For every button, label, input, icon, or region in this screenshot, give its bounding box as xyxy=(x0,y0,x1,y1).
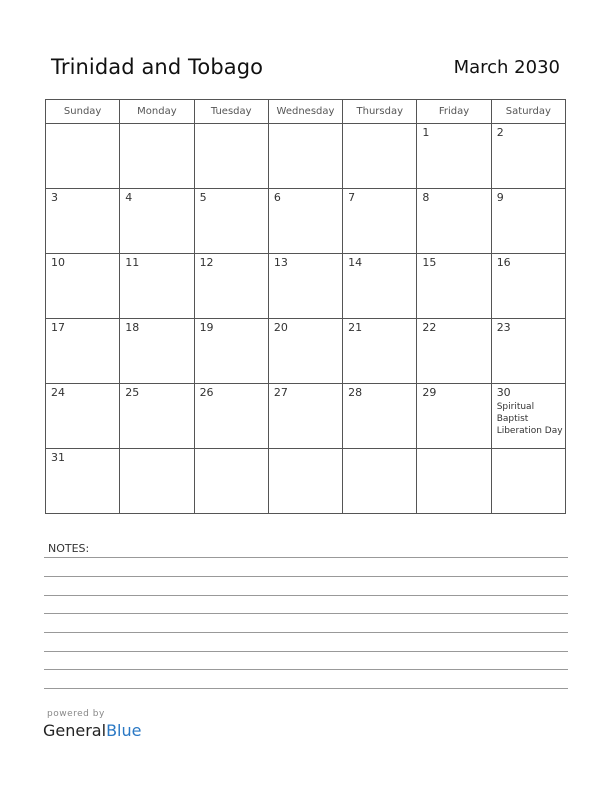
day-cell xyxy=(194,189,268,254)
note-line xyxy=(44,669,568,670)
day-cell xyxy=(120,189,194,254)
day-number: 29 xyxy=(422,386,437,399)
day-cell xyxy=(491,384,565,449)
note-line xyxy=(44,595,568,596)
day-cell xyxy=(268,254,342,319)
day-number: 9 xyxy=(496,191,504,204)
week-row xyxy=(46,319,566,384)
day-number: 2 xyxy=(496,126,504,139)
calendar-grid xyxy=(45,99,566,514)
day-number: 21 xyxy=(348,321,363,334)
note-line xyxy=(44,688,568,689)
day-number: 22 xyxy=(422,321,437,334)
day-cell xyxy=(46,319,120,384)
day-number: 30 xyxy=(496,386,511,399)
day-cell xyxy=(417,384,491,449)
note-line xyxy=(44,651,568,652)
day-cell xyxy=(194,319,268,384)
day-number: 1 xyxy=(422,126,430,139)
weekday-thursday: Thursday xyxy=(343,100,417,124)
brand-logo xyxy=(43,721,141,740)
day-number: 15 xyxy=(422,256,437,269)
notes-label: NOTES: xyxy=(48,542,90,555)
day-cell xyxy=(194,449,268,514)
day-cell xyxy=(491,449,565,514)
day-cell xyxy=(194,384,268,449)
day-cell xyxy=(343,319,417,384)
day-cell xyxy=(491,254,565,319)
day-number: 5 xyxy=(199,191,207,204)
weekday-header-row xyxy=(46,100,566,124)
day-cell xyxy=(417,449,491,514)
day-number: 20 xyxy=(273,321,288,334)
country-title: Trinidad and Tobago xyxy=(51,55,264,79)
day-cell xyxy=(268,124,342,189)
day-cell xyxy=(120,449,194,514)
day-number: 26 xyxy=(199,386,214,399)
day-number: 7 xyxy=(348,191,356,204)
day-cell xyxy=(417,189,491,254)
week-row xyxy=(46,384,566,449)
day-cell xyxy=(343,189,417,254)
day-number: 31 xyxy=(51,451,65,464)
day-cell xyxy=(46,189,120,254)
day-cell xyxy=(46,449,120,514)
week-row xyxy=(46,124,566,189)
day-cell xyxy=(46,254,120,319)
day-cell xyxy=(46,124,120,189)
day-number: 28 xyxy=(348,386,363,399)
day-cell xyxy=(343,384,417,449)
day-number: 10 xyxy=(51,256,65,269)
weekday-sunday: Sunday xyxy=(46,100,120,124)
day-number: 12 xyxy=(199,256,214,269)
day-number: 6 xyxy=(273,191,281,204)
day-number: 8 xyxy=(422,191,430,204)
day-cell xyxy=(194,254,268,319)
month-year-title: March 2030 xyxy=(453,57,560,78)
holiday-label: Spiritual Baptist Liberation Day xyxy=(496,402,563,436)
weekday-monday: Monday xyxy=(120,100,194,124)
day-cell xyxy=(120,384,194,449)
note-line xyxy=(44,632,568,633)
day-number: 3 xyxy=(51,191,58,204)
day-number: 13 xyxy=(273,256,288,269)
day-cell xyxy=(343,124,417,189)
day-number: 11 xyxy=(125,256,140,269)
day-cell xyxy=(268,319,342,384)
week-row xyxy=(46,254,566,319)
brand-blue: Blue xyxy=(106,721,142,740)
day-cell xyxy=(120,319,194,384)
day-cell xyxy=(268,189,342,254)
day-cell xyxy=(417,254,491,319)
day-number: 17 xyxy=(51,321,65,334)
note-line xyxy=(44,576,568,577)
day-cell xyxy=(417,319,491,384)
weekday-wednesday: Wednesday xyxy=(268,100,342,124)
day-number: 14 xyxy=(348,256,363,269)
day-cell xyxy=(343,449,417,514)
day-cell xyxy=(491,189,565,254)
day-cell xyxy=(417,124,491,189)
day-cell xyxy=(268,449,342,514)
day-cell xyxy=(491,319,565,384)
day-number: 19 xyxy=(199,321,214,334)
day-cell xyxy=(268,384,342,449)
day-number: 27 xyxy=(273,386,288,399)
day-number: 18 xyxy=(125,321,140,334)
day-cell xyxy=(120,254,194,319)
week-row xyxy=(46,189,566,254)
weekday-saturday: Saturday xyxy=(491,100,565,124)
day-cell xyxy=(491,124,565,189)
day-number: 16 xyxy=(496,256,511,269)
week-row xyxy=(46,449,566,514)
day-number: 23 xyxy=(496,321,511,334)
day-number: 4 xyxy=(125,191,133,204)
brand-general: General xyxy=(43,721,107,740)
note-line xyxy=(44,613,568,614)
day-cell xyxy=(194,124,268,189)
day-cell xyxy=(120,124,194,189)
day-number: 25 xyxy=(125,386,140,399)
weekday-tuesday: Tuesday xyxy=(194,100,268,124)
powered-by-text: powered by xyxy=(47,709,105,719)
weekday-friday: Friday xyxy=(417,100,491,124)
note-line xyxy=(44,557,568,558)
day-cell xyxy=(46,384,120,449)
day-cell xyxy=(343,254,417,319)
day-number: 24 xyxy=(51,386,65,399)
